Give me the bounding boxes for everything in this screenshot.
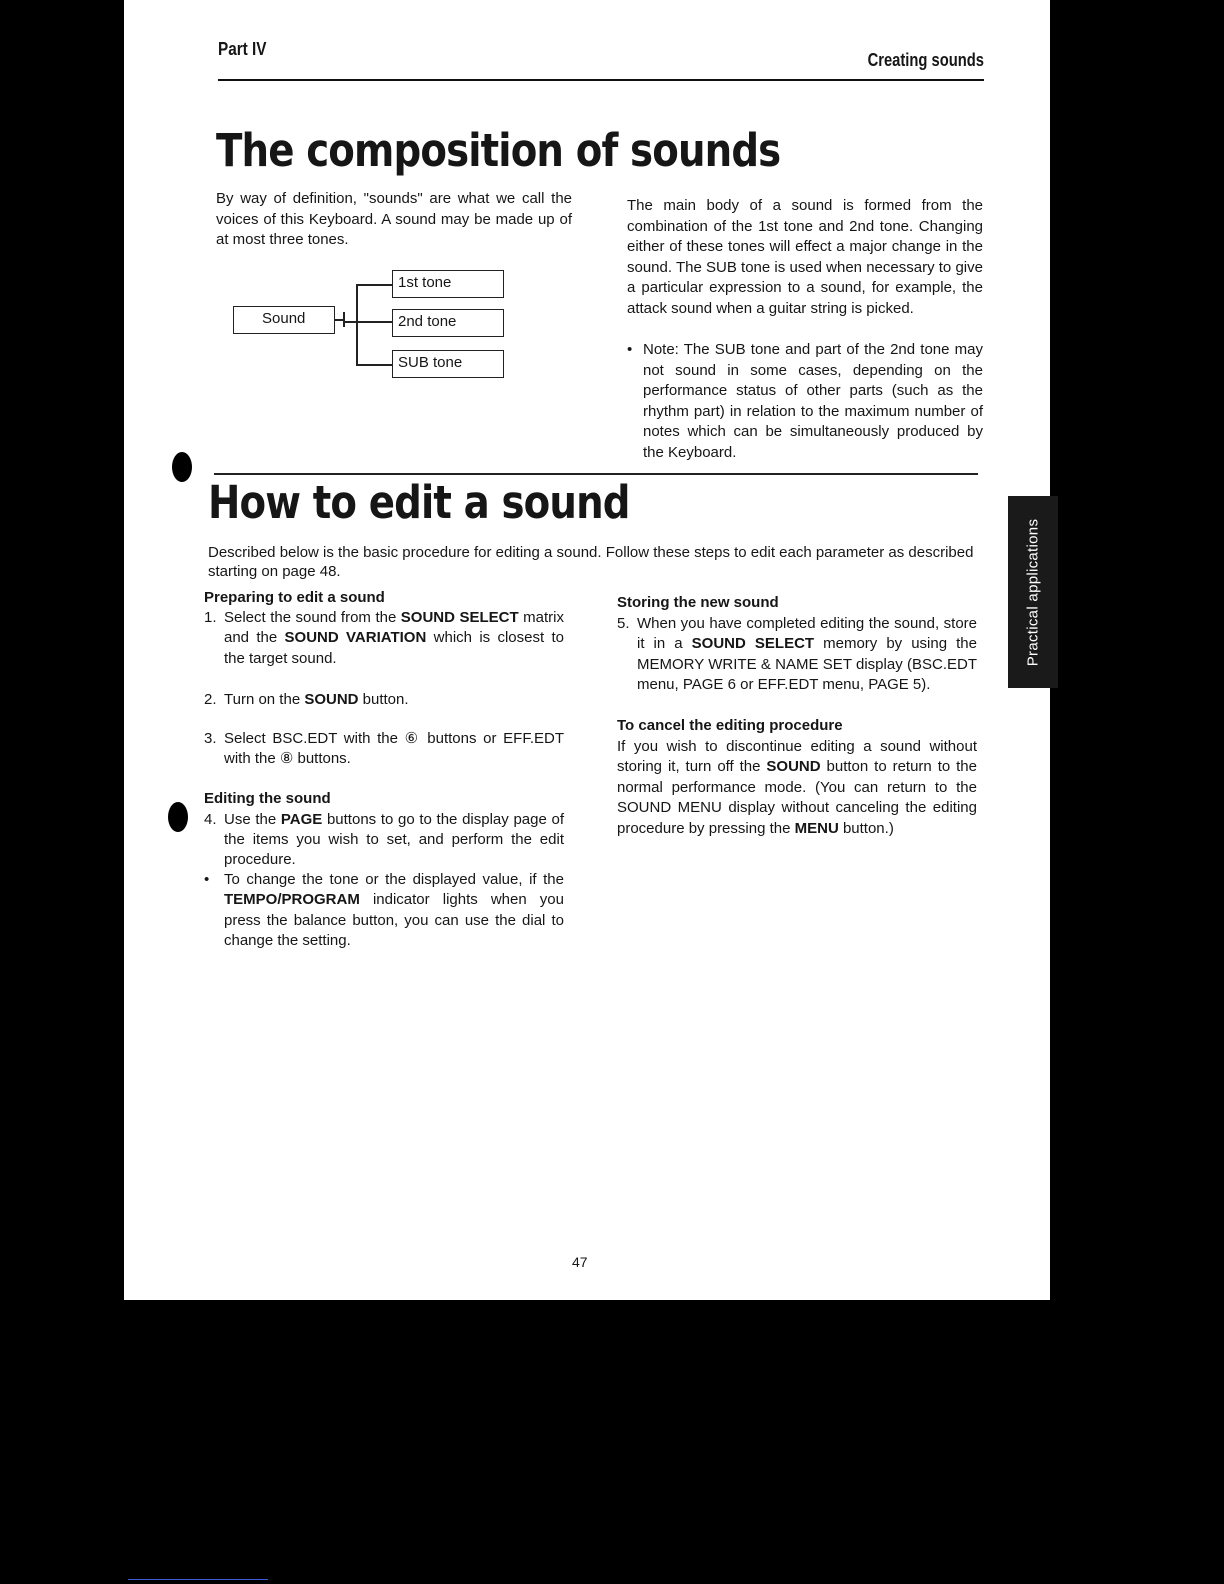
binding-hole-top: [172, 452, 192, 482]
note-text: Note: The SUB tone and part of the 2nd tone may not sound in some cases, depending on the performance status of other parts (such as the rhythm part) in relation to the maximum number of notes which can be simultaneously produced by the Keyboard.: [643, 341, 983, 461]
editing-bullet-text: To change the tone or the displayed value, if the TEMPO/PROGRAM indicator lights when you press the balance button, you can use the dial to change the setting.: [224, 871, 564, 949]
scan-border-left: [0, 0, 124, 1584]
diagram-tone-1: 1st tone: [392, 270, 504, 298]
step-1-number: 1.: [204, 609, 217, 627]
section-rule: [214, 473, 978, 475]
diagram-tone-2: 2nd tone: [392, 309, 504, 337]
step-2-number: 2.: [204, 690, 217, 708]
storing-heading: Storing the new sound: [617, 594, 779, 611]
scan-border-bottom: [124, 1300, 1090, 1584]
edit-title: How to edit a sound: [208, 476, 630, 529]
composition-note: [627, 340, 983, 464]
edit-left-column: [204, 588, 564, 951]
step-5-text: When you have completed editing the sound, store it in a SOUND SELECT memory by using the MEMORY WRITE & NAME SET display (BSC.EDT menu, PAGE 6 or EFF.EDT menu, PAGE 5).: [637, 614, 977, 694]
edit-lead: Described below is the basic procedure for editing a sound. Follow these steps to edit each parameter as described starting on page 48.: [208, 544, 974, 580]
step-4: [204, 810, 564, 871]
cancel-text: If you wish to discontinue editing a sound without storing it, turn off the SOUND button to return to the normal performance mode. (You can return to the SOUND MENU display without canceling the editing procedure by pressing the MENU button.): [617, 737, 977, 837]
edit-right-column: [617, 593, 977, 840]
side-tab-label: Practical applications: [1024, 518, 1042, 666]
step-3-text: Select BSC.EDT with the ⑥ buttons or EFF.EDT with the ⑧ buttons.: [224, 730, 564, 768]
scan-link-underline: [128, 1579, 268, 1580]
step-1: [204, 608, 564, 669]
header-rule: [218, 79, 984, 81]
diagram-sound-box: Sound: [233, 306, 335, 334]
scan-border-right: [1090, 0, 1224, 1584]
step-3: [204, 729, 564, 769]
page-number: 47: [572, 1254, 588, 1270]
binding-hole-bottom: [168, 802, 188, 832]
composition-body: The main body of a sound is formed from the combination of the 1st tone and 2nd tone. Changing either of these tones will effect a major change in the sound. The SUB tone is used when necessary to give a particular expression to a sound, for example, the attack sound when a guitar string is picked.: [627, 197, 983, 317]
composition-title: The composition of sounds: [216, 124, 781, 177]
step-1-text: Select the sound from the SOUND SELECT matrix and the SOUND VARIATION which is closest to the target sound.: [224, 609, 564, 667]
editing-bullet: [204, 870, 564, 951]
side-tab: [1008, 496, 1058, 688]
step-4-number: 4.: [204, 810, 217, 828]
composition-intro: By way of definition, "sounds" are what we call the voices of this Keyboard. A sound may be made up of at most three tones.: [216, 190, 572, 249]
step-2-text: Turn on the SOUND button.: [224, 690, 409, 708]
preparing-heading: Preparing to edit a sound: [204, 589, 385, 606]
step-5: [617, 614, 977, 696]
editing-heading: Editing the sound: [204, 790, 331, 808]
note-bullet: •: [627, 341, 633, 358]
step-3-number: 3.: [204, 730, 217, 748]
step-2: [204, 690, 564, 710]
cancel-heading: To cancel the editing procedure: [617, 716, 843, 734]
step-5-number: 5.: [617, 614, 630, 632]
header-section: Creating sounds: [867, 50, 984, 70]
header-part: Part IV: [218, 39, 267, 59]
editing-bullet-symbol: •: [204, 871, 210, 889]
step-4-text: Use the PAGE buttons to go to the display page of the items you wish to set, and perform the edit procedure.: [224, 810, 564, 869]
diagram-tone-sub: SUB tone: [392, 350, 504, 378]
